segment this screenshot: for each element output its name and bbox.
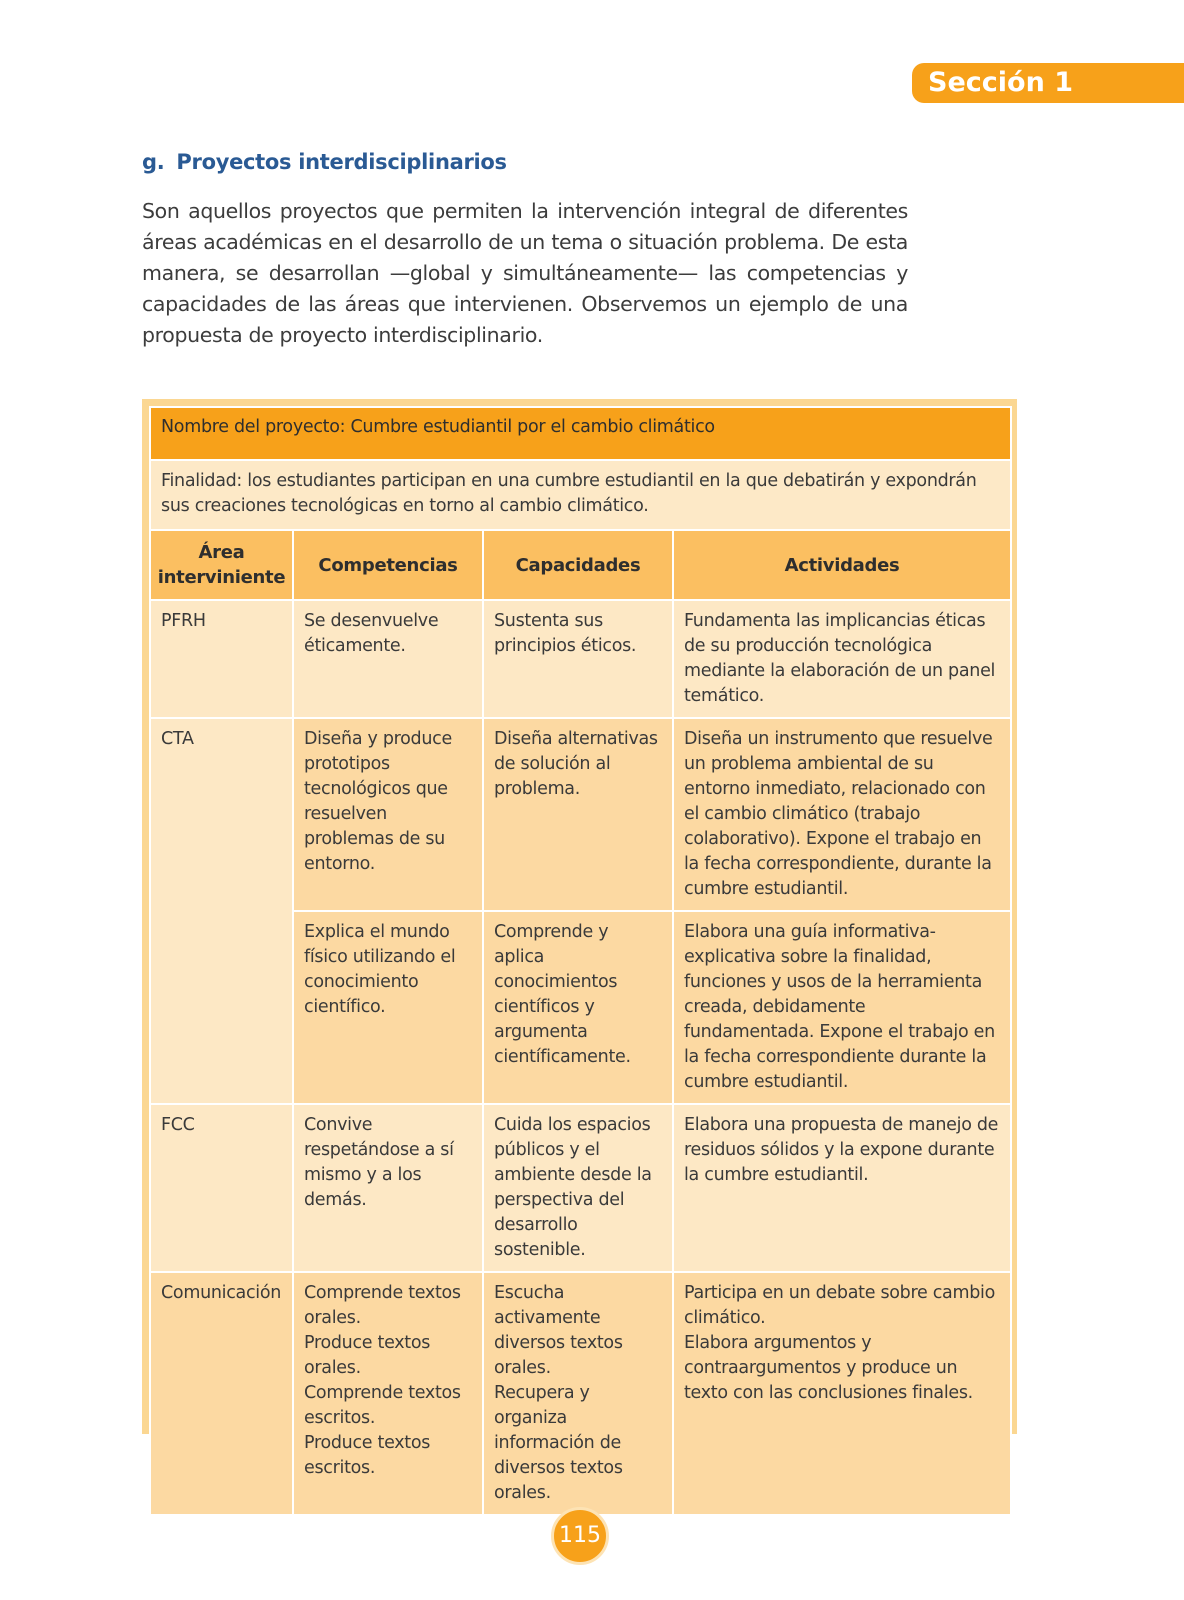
competencias-cell: Convive respetándose a sí mismo y a los demás. bbox=[293, 1104, 483, 1272]
actividad-line: Elabora argumentos y contraargumentos y produce un texto con las conclusiones finales. bbox=[684, 1333, 973, 1403]
competencia-line: Comprende textos escritos. bbox=[304, 1383, 461, 1428]
competencias-cell: Se desenvuelve éticamente. bbox=[293, 600, 483, 718]
table-row bbox=[150, 600, 1011, 718]
capacidades-cell: Cuida los espacios públicos y el ambiente desde la perspectiva del desarrollo sostenible. bbox=[483, 1104, 673, 1272]
capacidad-line: Escucha activamente diversos textos orales. bbox=[494, 1283, 623, 1378]
competencia-line: Produce textos orales. bbox=[304, 1333, 431, 1378]
area-cell: Comunicación bbox=[150, 1272, 293, 1515]
competencias-cell: Explica el mundo físico utilizando el conocimiento científico. bbox=[293, 911, 483, 1104]
header-actividades: Actividades bbox=[673, 530, 1011, 600]
capacidades-cell: Comprende y aplica conocimientos científicos y argumenta científicamente. bbox=[483, 911, 673, 1104]
table-row bbox=[150, 1104, 1011, 1272]
actividad-line: Participa en un debate sobre cambio climático. bbox=[684, 1283, 995, 1328]
table-row bbox=[150, 1272, 1011, 1515]
project-table bbox=[149, 406, 1012, 1516]
capacidades-cell: Sustenta sus principios éticos. bbox=[483, 600, 673, 718]
header-capacidades: Capacidades bbox=[483, 530, 673, 600]
heading-letter: g. bbox=[142, 150, 165, 174]
competencia-line: Comprende textos orales. bbox=[304, 1283, 461, 1328]
area-cell: FCC bbox=[150, 1104, 293, 1272]
header-competencias: Competencias bbox=[293, 530, 483, 600]
actividades-cell: Elabora una guía informativa-explicativa sobre la finalidad, funciones y usos de la herramienta creada, debidamente fundamentada. Expone el trabajo en la fecha correspondiente durante la cumbre estudiantil. bbox=[673, 911, 1011, 1104]
capacidades-cell bbox=[483, 1272, 673, 1515]
competencias-cell bbox=[293, 1272, 483, 1515]
capacidad-line: Recupera y organiza información de diversos textos orales. bbox=[494, 1383, 623, 1503]
project-name-cell: Nombre del proyecto: Cumbre estudiantil por el cambio climático bbox=[150, 407, 1011, 460]
area-cell: PFRH bbox=[150, 600, 293, 718]
actividades-cell: Diseña un instrumento que resuelve un problema ambiental de su entorno inmediato, relacionado con el cambio climático (trabajo colaborativo). Expone el trabajo en la fecha correspondiente, durante la cumbre estudiantil. bbox=[673, 718, 1011, 911]
actividades-cell: Fundamenta las implicancias éticas de su producción tecnológica mediante la elaboración de un panel temático. bbox=[673, 600, 1011, 718]
project-table-frame bbox=[142, 399, 1017, 1503]
capacidades-cell: Diseña alternativas de solución al problema. bbox=[483, 718, 673, 911]
table-row bbox=[150, 718, 1011, 911]
section-heading bbox=[142, 150, 507, 174]
project-purpose-cell: Finalidad: los estudiantes participan en una cumbre estudiantil en la que debatirán y expondrán sus creaciones tecnológicas en torno al cambio climático. bbox=[150, 460, 1011, 530]
page-number: 115 bbox=[551, 1507, 609, 1565]
actividades-cell: Elabora una propuesta de manejo de residuos sólidos y la expone durante la cumbre estudiantil. bbox=[673, 1104, 1011, 1272]
header-area: Área interviniente bbox=[150, 530, 293, 600]
competencias-cell: Diseña y produce prototipos tecnológicos que resuelven problemas de su entorno. bbox=[293, 718, 483, 911]
heading-title: Proyectos interdisciplinarios bbox=[176, 150, 507, 174]
area-cell: CTA bbox=[150, 718, 293, 1104]
section-tab: Sección 1 bbox=[912, 63, 1184, 103]
actividades-cell bbox=[673, 1272, 1011, 1515]
competencia-line: Produce textos escritos. bbox=[304, 1433, 431, 1478]
intro-paragraph: Son aquellos proyectos que permiten la intervención integral de diferentes áreas académicas en el desarrollo de un tema o situación problema. De esta manera, se desarrollan —global y simultáneamente— las competencias y capacidades de las áreas que intervienen. Observemos un ejemplo de una propuesta de proyecto interdisciplinario. bbox=[142, 199, 908, 347]
table-header-row bbox=[150, 530, 1011, 600]
